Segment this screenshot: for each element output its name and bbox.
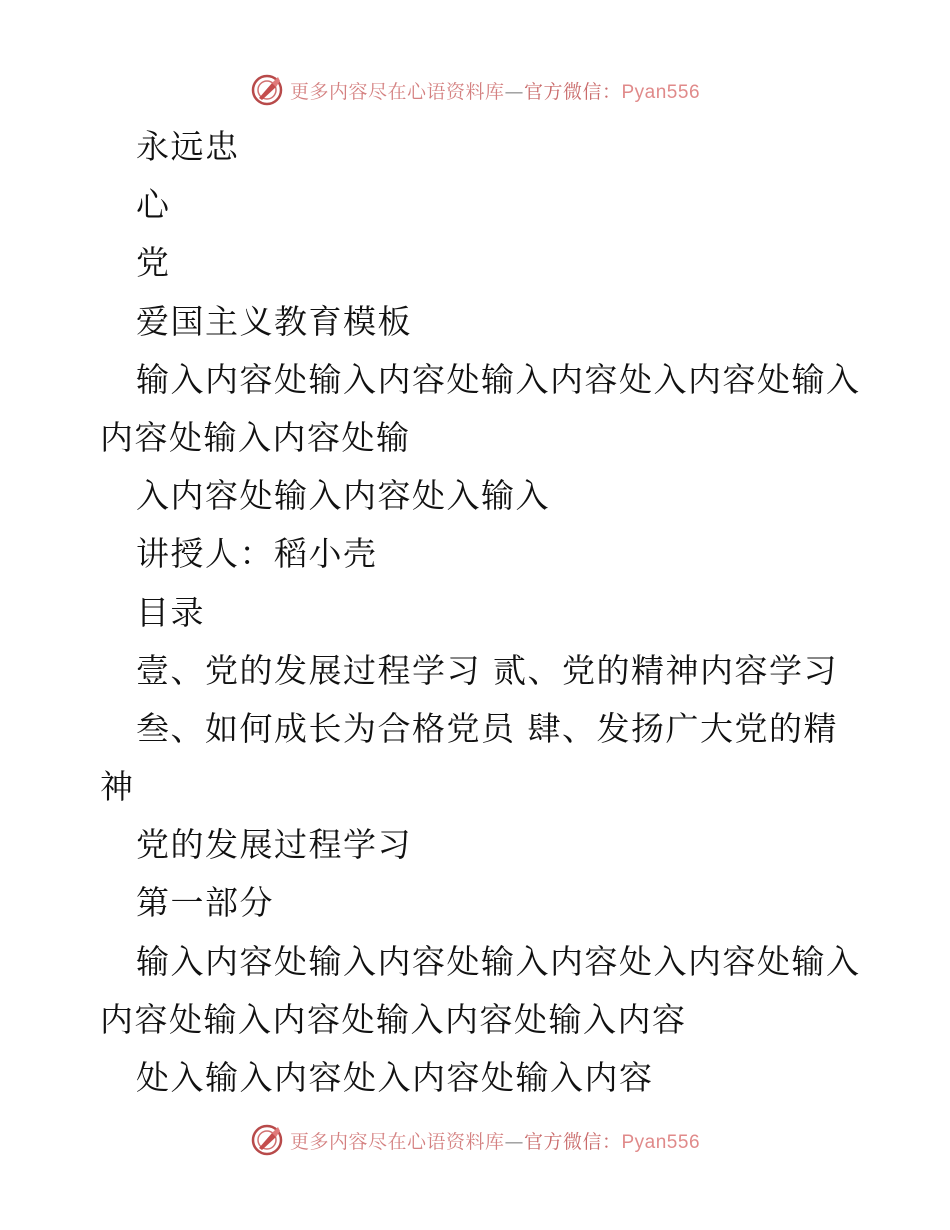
section-label: 第一部分 [136, 883, 274, 923]
watermark-wechat-label: 官方微信： [523, 80, 622, 103]
text-line: 输入内容处输入内容处输入内容处入内容处输入 [136, 359, 861, 399]
watermark-handle: Pyan556 [621, 1131, 701, 1153]
text-line: 入内容处输入内容处入输入 [136, 476, 550, 516]
watermark-wechat-label: 官方微信： [523, 1130, 622, 1153]
watermark-dash: — [504, 80, 524, 103]
text-line: 输入内容处输入内容处输入内容处入内容处输入 [136, 941, 861, 981]
text-line: 内容处输入内容处输入内容处输入内容 [100, 999, 687, 1039]
header-watermark [0, 70, 950, 110]
text-line: 心 [136, 185, 171, 225]
watermark-handle: Pyan556 [621, 81, 701, 103]
pen-nib-circle-icon [250, 73, 284, 107]
text-line: 内容处输入内容处输 [100, 417, 411, 457]
presenter-line: 讲授人：稻小壳 [136, 534, 378, 574]
toc-line: 叁、如何成长为合格党员 肆、发扬广大党的精 [136, 708, 838, 748]
text-line: 永远忠 [136, 127, 240, 166]
text-line: 党 [136, 243, 171, 283]
watermark-dash: — [504, 1130, 524, 1153]
section-title: 党的发展过程学习 [136, 825, 412, 865]
toc-line: 神 [100, 767, 135, 807]
text-line: 处入输入内容处入内容处输入内容 [136, 1058, 654, 1097]
pen-nib-circle-icon [250, 1123, 284, 1157]
toc-heading: 目录 [136, 592, 205, 632]
document-title: 爱国主义教育模板 [136, 301, 412, 341]
watermark-text [290, 1127, 700, 1154]
watermark-brand: 更多内容尽在心语资料库 [289, 1130, 505, 1153]
watermark-brand: 更多内容尽在心语资料库 [289, 80, 505, 103]
toc-line: 壹、党的发展过程学习 贰、党的精神内容学习 [136, 650, 838, 690]
document-body [100, 118, 860, 1107]
watermark-text [290, 77, 700, 104]
footer-watermark [0, 1120, 950, 1160]
